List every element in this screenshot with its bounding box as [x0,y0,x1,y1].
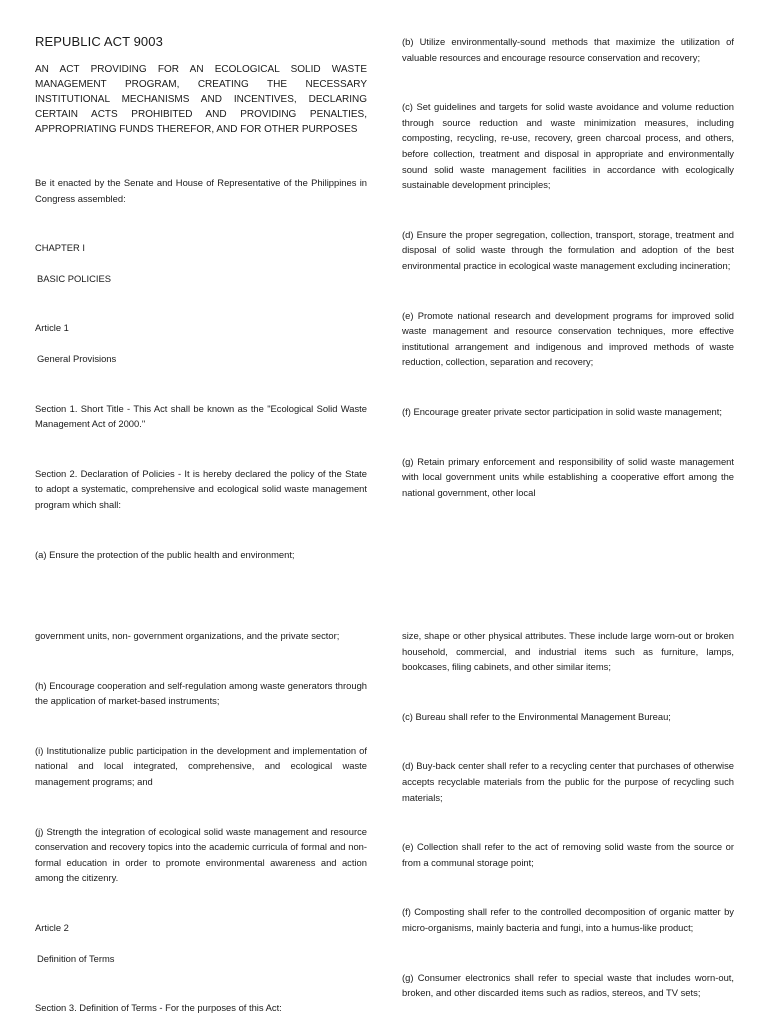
definition-c: (c) Bureau shall refer to the Environmental Management Bureau; [402,710,671,722]
policy-item-a: (a) Ensure the protection of the public health and environment; [35,548,295,560]
section-1: Section 1. Short Title - This Act shall be known as the "Ecological Solid Waste Management Act of 2000." [35,402,367,430]
policy-item-c: (c) Set guidelines and targets for solid waste avoidance and volume reduction through source reduction and waste minimization measures, including composting, recycling, re-use, recovery, green charcoal process, and others, before collection, treatment and disposal in appropriate and environmentally sound solid waste management facilities in accordance with ecologically sustainable development principles; [402,101,734,191]
definition-e: (e) Collection shall refer to the act of removing solid waste from the source or from a communal storage point; [402,841,734,868]
section-3: Section 3. Definition of Terms - For the purposes of this Act: [35,1002,282,1014]
enacting-clause: Be it enacted by the Senate and House of Representative of the Philippines in Congress assembled: [35,177,367,204]
policy-item-j: (j) Strength the integration of ecological solid waste management and resource conservation and recovery topics into the academic curricula of formal and non-formal education in order to promote environmental awareness and action among the citizenry. [35,825,367,884]
policy-item-f: (f) Encourage greater private sector participation in solid waste management; [402,405,722,417]
policy-item-g-continued: government units, non- government organizations, and the private sector; [35,630,340,641]
document-page-2 [0,618,768,1024]
policy-item-d: (d) Ensure the proper segregation, collection, transport, storage, treatment and disposal of solid waste through the formulation and adoption of the best environmental practice in ecological waste management excluding incineration; [402,228,734,271]
definition-continued: size, shape or other physical attributes. These include large worn-out or broken household, commercial, and industrial items such as furniture, lamps, bookcases, filing cabinets, and other similar items; [402,630,734,673]
page2-right-column [402,628,734,1001]
policy-item-h: (h) Encourage cooperation and self-regulation among waste generators through the application of market-based instruments; [35,679,367,707]
section-2: Section 2. Declaration of Policies - It is hereby declared the policy of the State to adopt a systematic, comprehensive and ecological solid waste management program which shall: [35,467,367,510]
chapter-title: BASIC POLICIES [37,272,111,284]
page1-left-column [35,34,367,562]
page2-left-column [35,628,367,1016]
chapter-heading: CHAPTER I [35,242,86,254]
policy-item-e: (e) Promote national research and development programs for improved solid waste management and resource conservation techniques, more effective institutional arrangement and indigenous and improved methods of waste reduction, collection, separation and recovery; [402,309,734,368]
definition-d: (d) Buy-back center shall refer to a recycling center that purchases of otherwise accepts recyclable materials from the public for the purpose of recycling such materials; [402,760,734,803]
document-subtitle: AN ACT PROVIDING FOR AN ECOLOGICAL SOLID WASTE MANAGEMENT PROGRAM, CREATING THE NECESSARY INSTITUTIONAL MECHANISMS AND INCENTIVES, DECLARING CERTAIN ACTS PROHIBITED AND PROVIDING PENALTIES, APPROPRIATING FUNDS THEREFOR, AND FOR OTHER PURPOSES [35,64,367,135]
article-title: General Provisions [37,352,117,364]
definition-f: (f) Composting shall refer to the controlled decomposition of organic matter by micro-organisms, mainly bacteria and fungi, into a humus-like product; [402,906,734,933]
policy-item-g: (g) Retain primary enforcement and responsibility of solid waste management with local government units while establishing a cooperative effort among the national government, other local [402,455,734,498]
policy-item-i: (i) Institutionalize public participation in the development and implementation of national and local integrated, comprehensive, and ecological waste management programs; and [35,744,367,787]
policy-item-b: (b) Utilize environmentally-sound methods that maximize the utilization of valuable resources and encourage resource conservation and recovery; [402,36,734,63]
article-2-title: Definition of Terms [37,952,115,964]
page-gap [0,565,768,618]
page1-right-column [402,34,734,500]
article-2-heading: Article 2 [35,921,69,933]
article-heading: Article 1 [35,322,69,334]
definition-g: (g) Consumer electronics shall refer to special waste that includes worn-out, broken, and other discarded items such as radios, stereos, and TV sets; [402,971,734,999]
document-title: REPUBLIC ACT 9003 [35,34,163,49]
